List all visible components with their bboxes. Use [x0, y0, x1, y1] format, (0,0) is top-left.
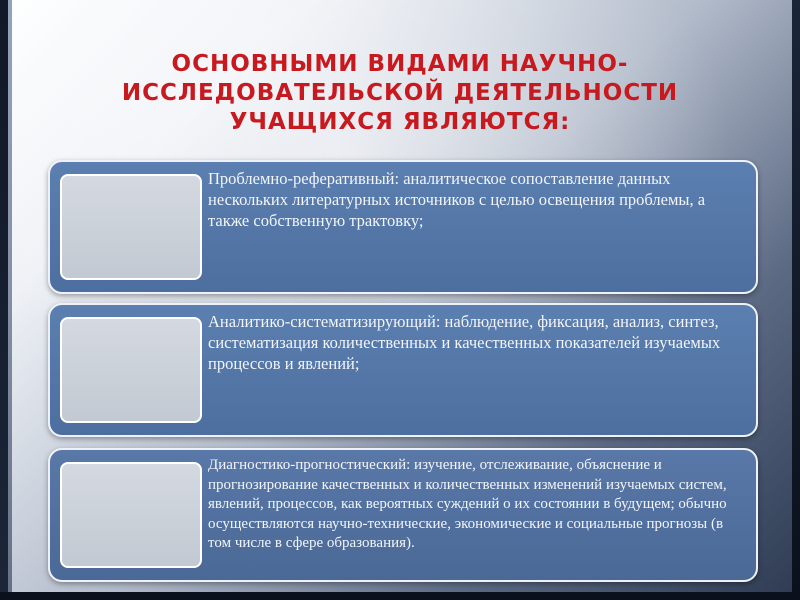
slide-title: ОСНОВНЫМИ ВИДАМИ НАУЧНО-ИССЛЕДОВАТЕЛЬСКОЙ ДЕЯТЕЛЬНОСТИ УЧАЩИХСЯ ЯВЛЯЮТСЯ: [121, 51, 679, 135]
item-image-placeholder [60, 174, 202, 280]
slide-frame-left [0, 0, 8, 600]
slide-edge-accent [8, 0, 12, 600]
slide-frame-right [792, 0, 800, 600]
item-image-placeholder [60, 462, 202, 568]
slide-frame-bottom [0, 592, 800, 600]
list-item [48, 448, 758, 582]
item-text: Проблемно-реферативный: аналитическое сопоставление данных нескольких литературных источников с целью освещения проблемы, а также собственную трактовку; [208, 169, 706, 230]
item-text: Диагностико-прогностический: изучение, отслеживание, объяснение и прогнозирование качественных и количественных изменений изучаемых систем, явлений, процессов, как вероятных суждений о их состоянии в будущем; обычно осуществляются научно-технические, экономические и социальные прогнозы (в том числе в сфере образования). [208, 457, 727, 551]
item-text: Аналитико-систематизирующий: наблюдение, фиксация, анализ, синтез, систематизация количественных и качественных показателей изучаемых процессов и явлений; [208, 312, 721, 373]
list-item [48, 160, 758, 294]
item-image-placeholder [60, 317, 202, 423]
list-item [48, 303, 758, 437]
